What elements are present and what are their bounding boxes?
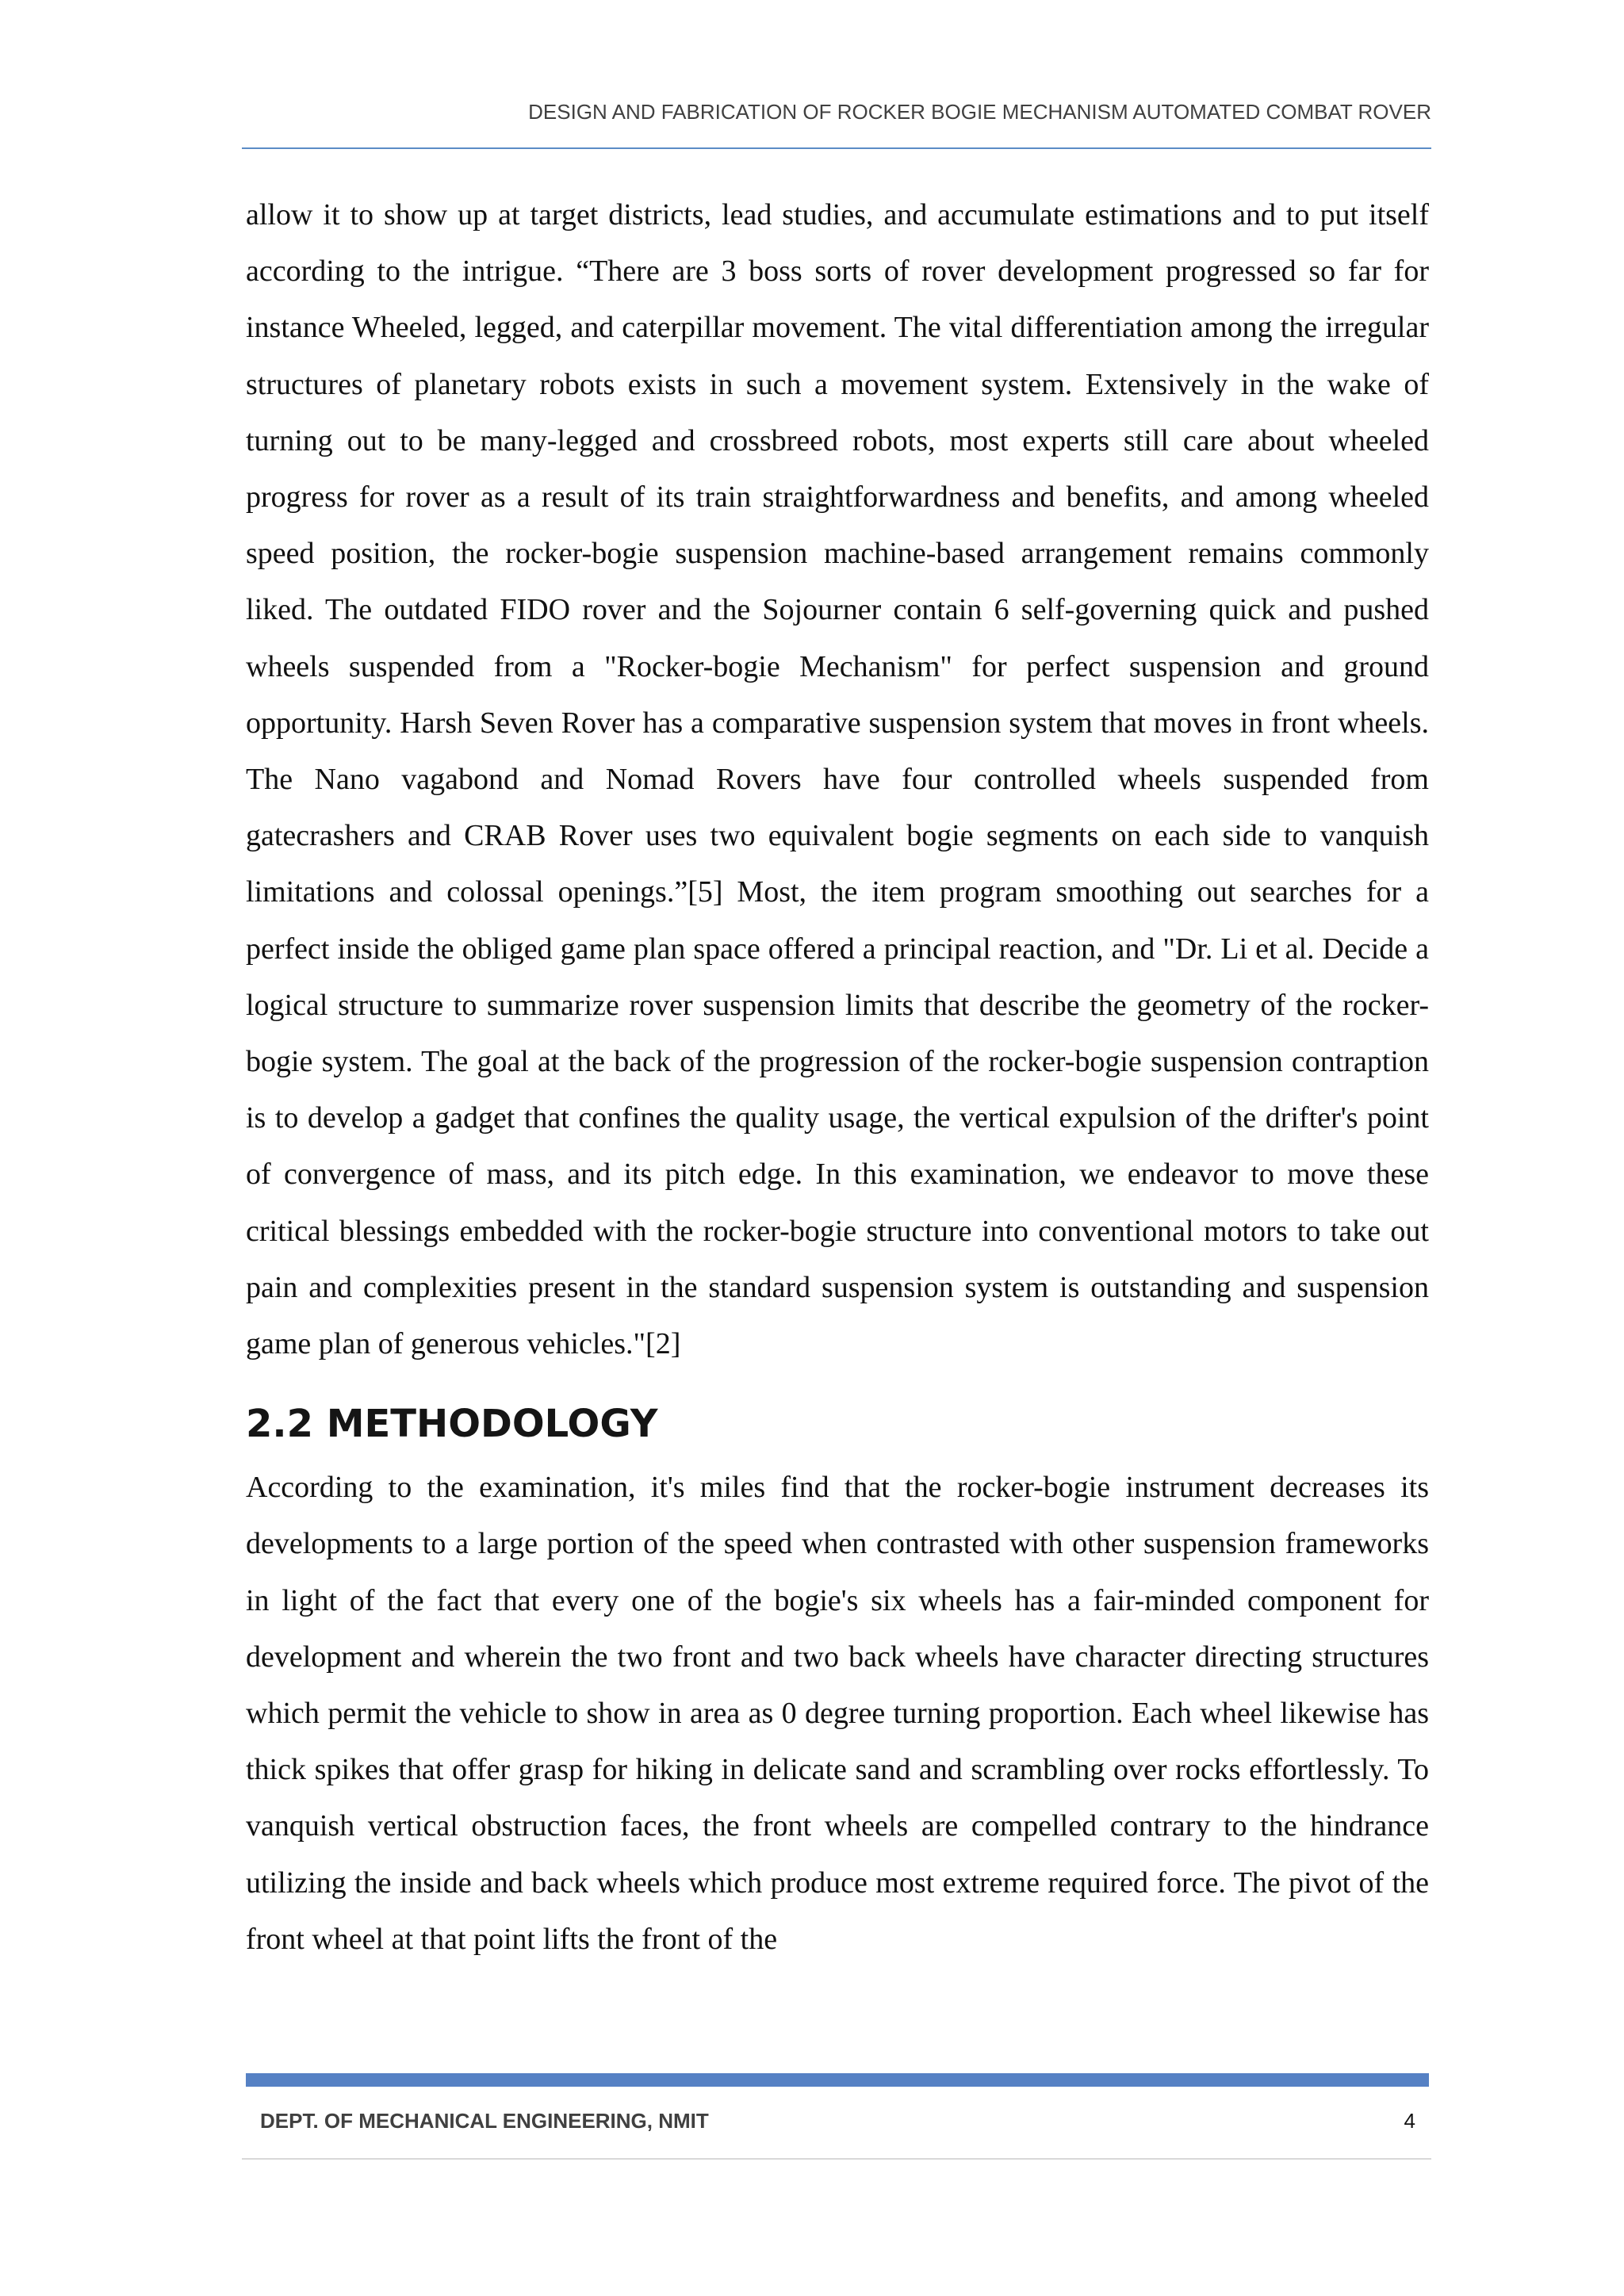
footer-accent-bar bbox=[246, 2073, 1429, 2087]
page-number: 4 bbox=[1404, 2109, 1415, 2133]
body-paragraph-2: According to the examination, it's miles find that the rocker-bogie instrument decreases its developments to a large portion of the speed when contrasted with other suspension frameworks in light of the fact that every one of the bogie's six wheels has a fair-minded component for development and wherein the two front and two back wheels have character directing structures which permit the vehicle to show in area as 0 degree turning proportion. Each wheel likewise has thick spikes that offer grasp for hiking in delicate sand and scrambling over rocks effortlessly. To vanquish vertical obstruction faces, the front wheels are compelled contrary to the hindrance utilizing the inside and back wheels which produce most extreme required force. The pivot of the front wheel at that point lifts the front of the bbox=[246, 1471, 1429, 1956]
page-footer bbox=[242, 2103, 1431, 2160]
running-header-title: DESIGN AND FABRICATION OF ROCKER BOGIE MECHANISM AUTOMATED COMBAT ROVER bbox=[528, 100, 1431, 124]
body-paragraph-1: allow it to show up at target districts, lead studies, and accumulate estimations and to put itself according to the intrigue. “There are 3 boss sorts of rover development progressed so far for instance Wheeled, legged, and caterpillar movement. The vital differentiation among the irregular structures of planetary robots exists in such a movement system. Extensively in the wake of turning out to be many-legged and crossbreed robots, most experts still care about wheeled progress for rover as a result of its train straightforwardness and benefits, and among wheeled speed position, the rocker-bogie suspension machine-based arrangement remains commonly liked. The outdated FIDO rover and the Sojourner contain 6 self-governing quick and pushed wheels suspended from a "Rocker-bogie Mechanism" for perfect suspension and ground opportunity. Harsh Seven Rover has a comparative suspension system that moves in front wheels. The Nano vagabond and Nomad Rovers have four controlled wheels suspended from gatecrashers and CRAB Rover uses two equivalent bogie segments on each side to vanquish limitations and colossal openings.”[5] Most, the item program smoothing out searches for a perfect inside the obliged game plan space offered a principal reaction, and "Dr. Li et al. Decide a logical structure to summarize rover suspension limits that describe the geometry of the rocker-bogie system. The goal at the back of the progression of the rocker-bogie suspension contraption is to develop a gadget that confines the quality usage, the vertical expulsion of the drifter's point of convergence of mass, and its pitch edge. In this examination, we endeavor to move these critical blessings embedded with the rocker-bogie structure into conventional motors to take out pain and complexities present in the standard suspension system is outstanding and suspension game plan of generous vehicles."[2] bbox=[246, 198, 1429, 1361]
running-header bbox=[242, 94, 1431, 149]
section-heading-methodology: 2.2 METHODOLOGY bbox=[246, 1402, 658, 1447]
page-content bbox=[246, 187, 1429, 1968]
footer-department: DEPT. OF MECHANICAL ENGINEERING, NMIT bbox=[260, 2109, 709, 2133]
